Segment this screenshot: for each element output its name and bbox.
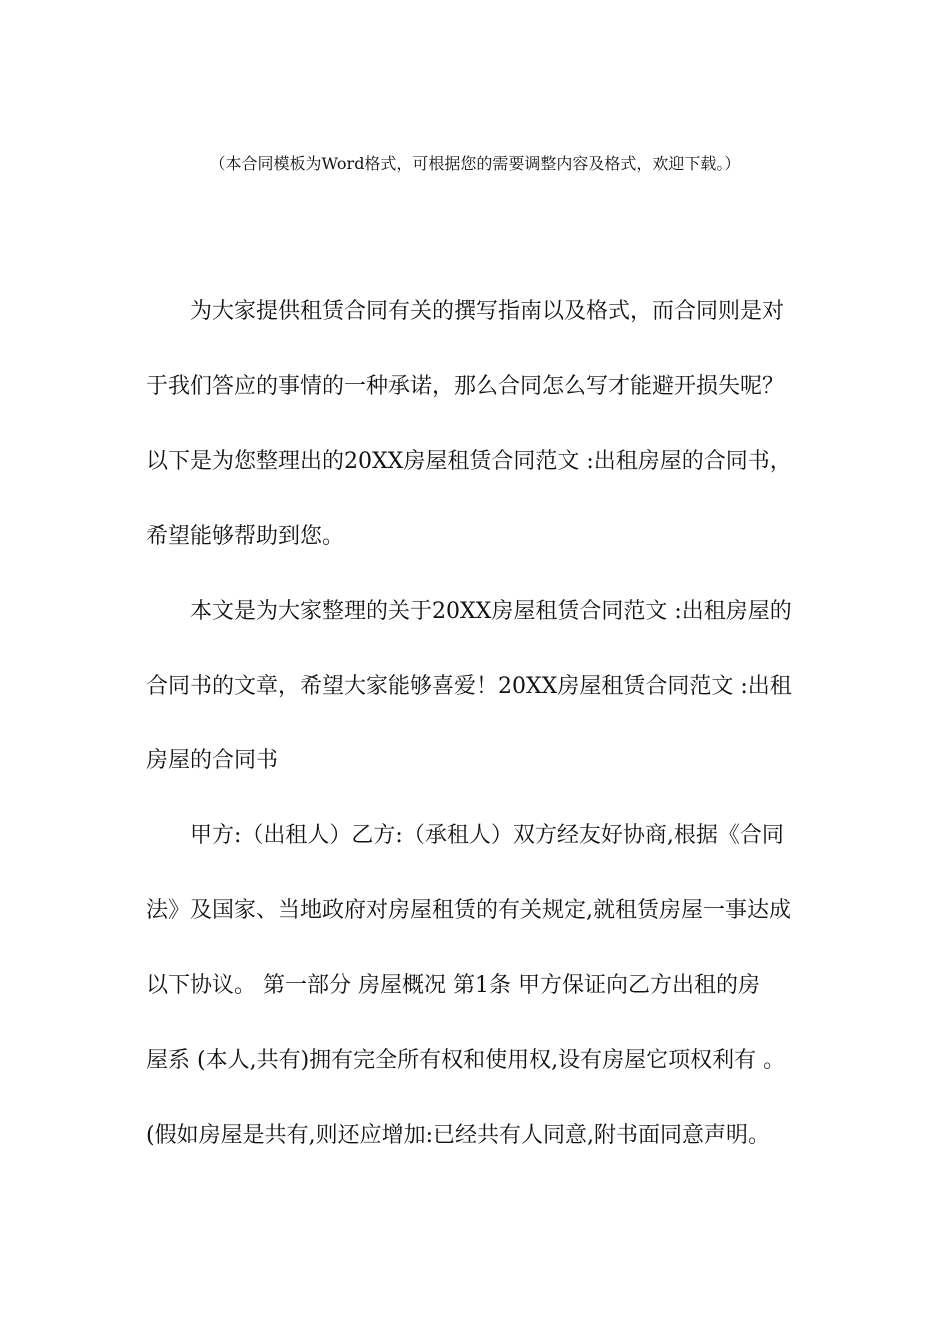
paragraph-3-line-2: 法》及国家、当地政府对房屋租赁的有关规定,就租赁房屋一事达成: [146, 898, 791, 923]
paragraph-1-line-2: 于我们答应的事情的一种承诺，那么合同怎么写才能避开损失呢？: [146, 374, 785, 399]
paragraph-2-line-1: 本文是为大家整理的关于20XX房屋租赁合同范文 :出租房屋的: [190, 599, 792, 624]
paragraph-3-line-1: 甲方:（出租人）乙方:（承租人）双方经友好协商,根据《合同: [190, 823, 784, 848]
paragraph-1-line-3: 以下是为您整理出的20XX房屋租赁合同范文 :出租房屋的合同书，: [146, 449, 792, 474]
paragraph-3-line-5: (假如房屋是共有,则还应增加:已经共有人同意,附书面同意声明。: [146, 1123, 770, 1148]
paragraph-2-line-2: 合同书的文章，希望大家能够喜爱！20XX房屋租赁合同范文 :出租: [146, 674, 792, 699]
paragraph-1-line-4: 希望能够帮助到您。: [146, 524, 345, 549]
paragraph-3-line-4: 屋系 (本人,共有)拥有完全所有权和使用权,设有房屋它项权利有 。: [146, 1048, 786, 1073]
paragraph-3-line-3: 以下协议。 第一部分 房屋概况 第1条 甲方保证向乙方出租的房: [146, 973, 760, 998]
template-note: （本合同模板为Word格式，可根据您的需要调整内容及格式，欢迎下载。）: [209, 154, 741, 173]
paragraph-2-line-3: 房屋的合同书: [146, 748, 279, 773]
paragraph-1-line-1: 为大家提供租赁合同有关的撰写指南以及格式，而合同则是对: [190, 299, 785, 324]
